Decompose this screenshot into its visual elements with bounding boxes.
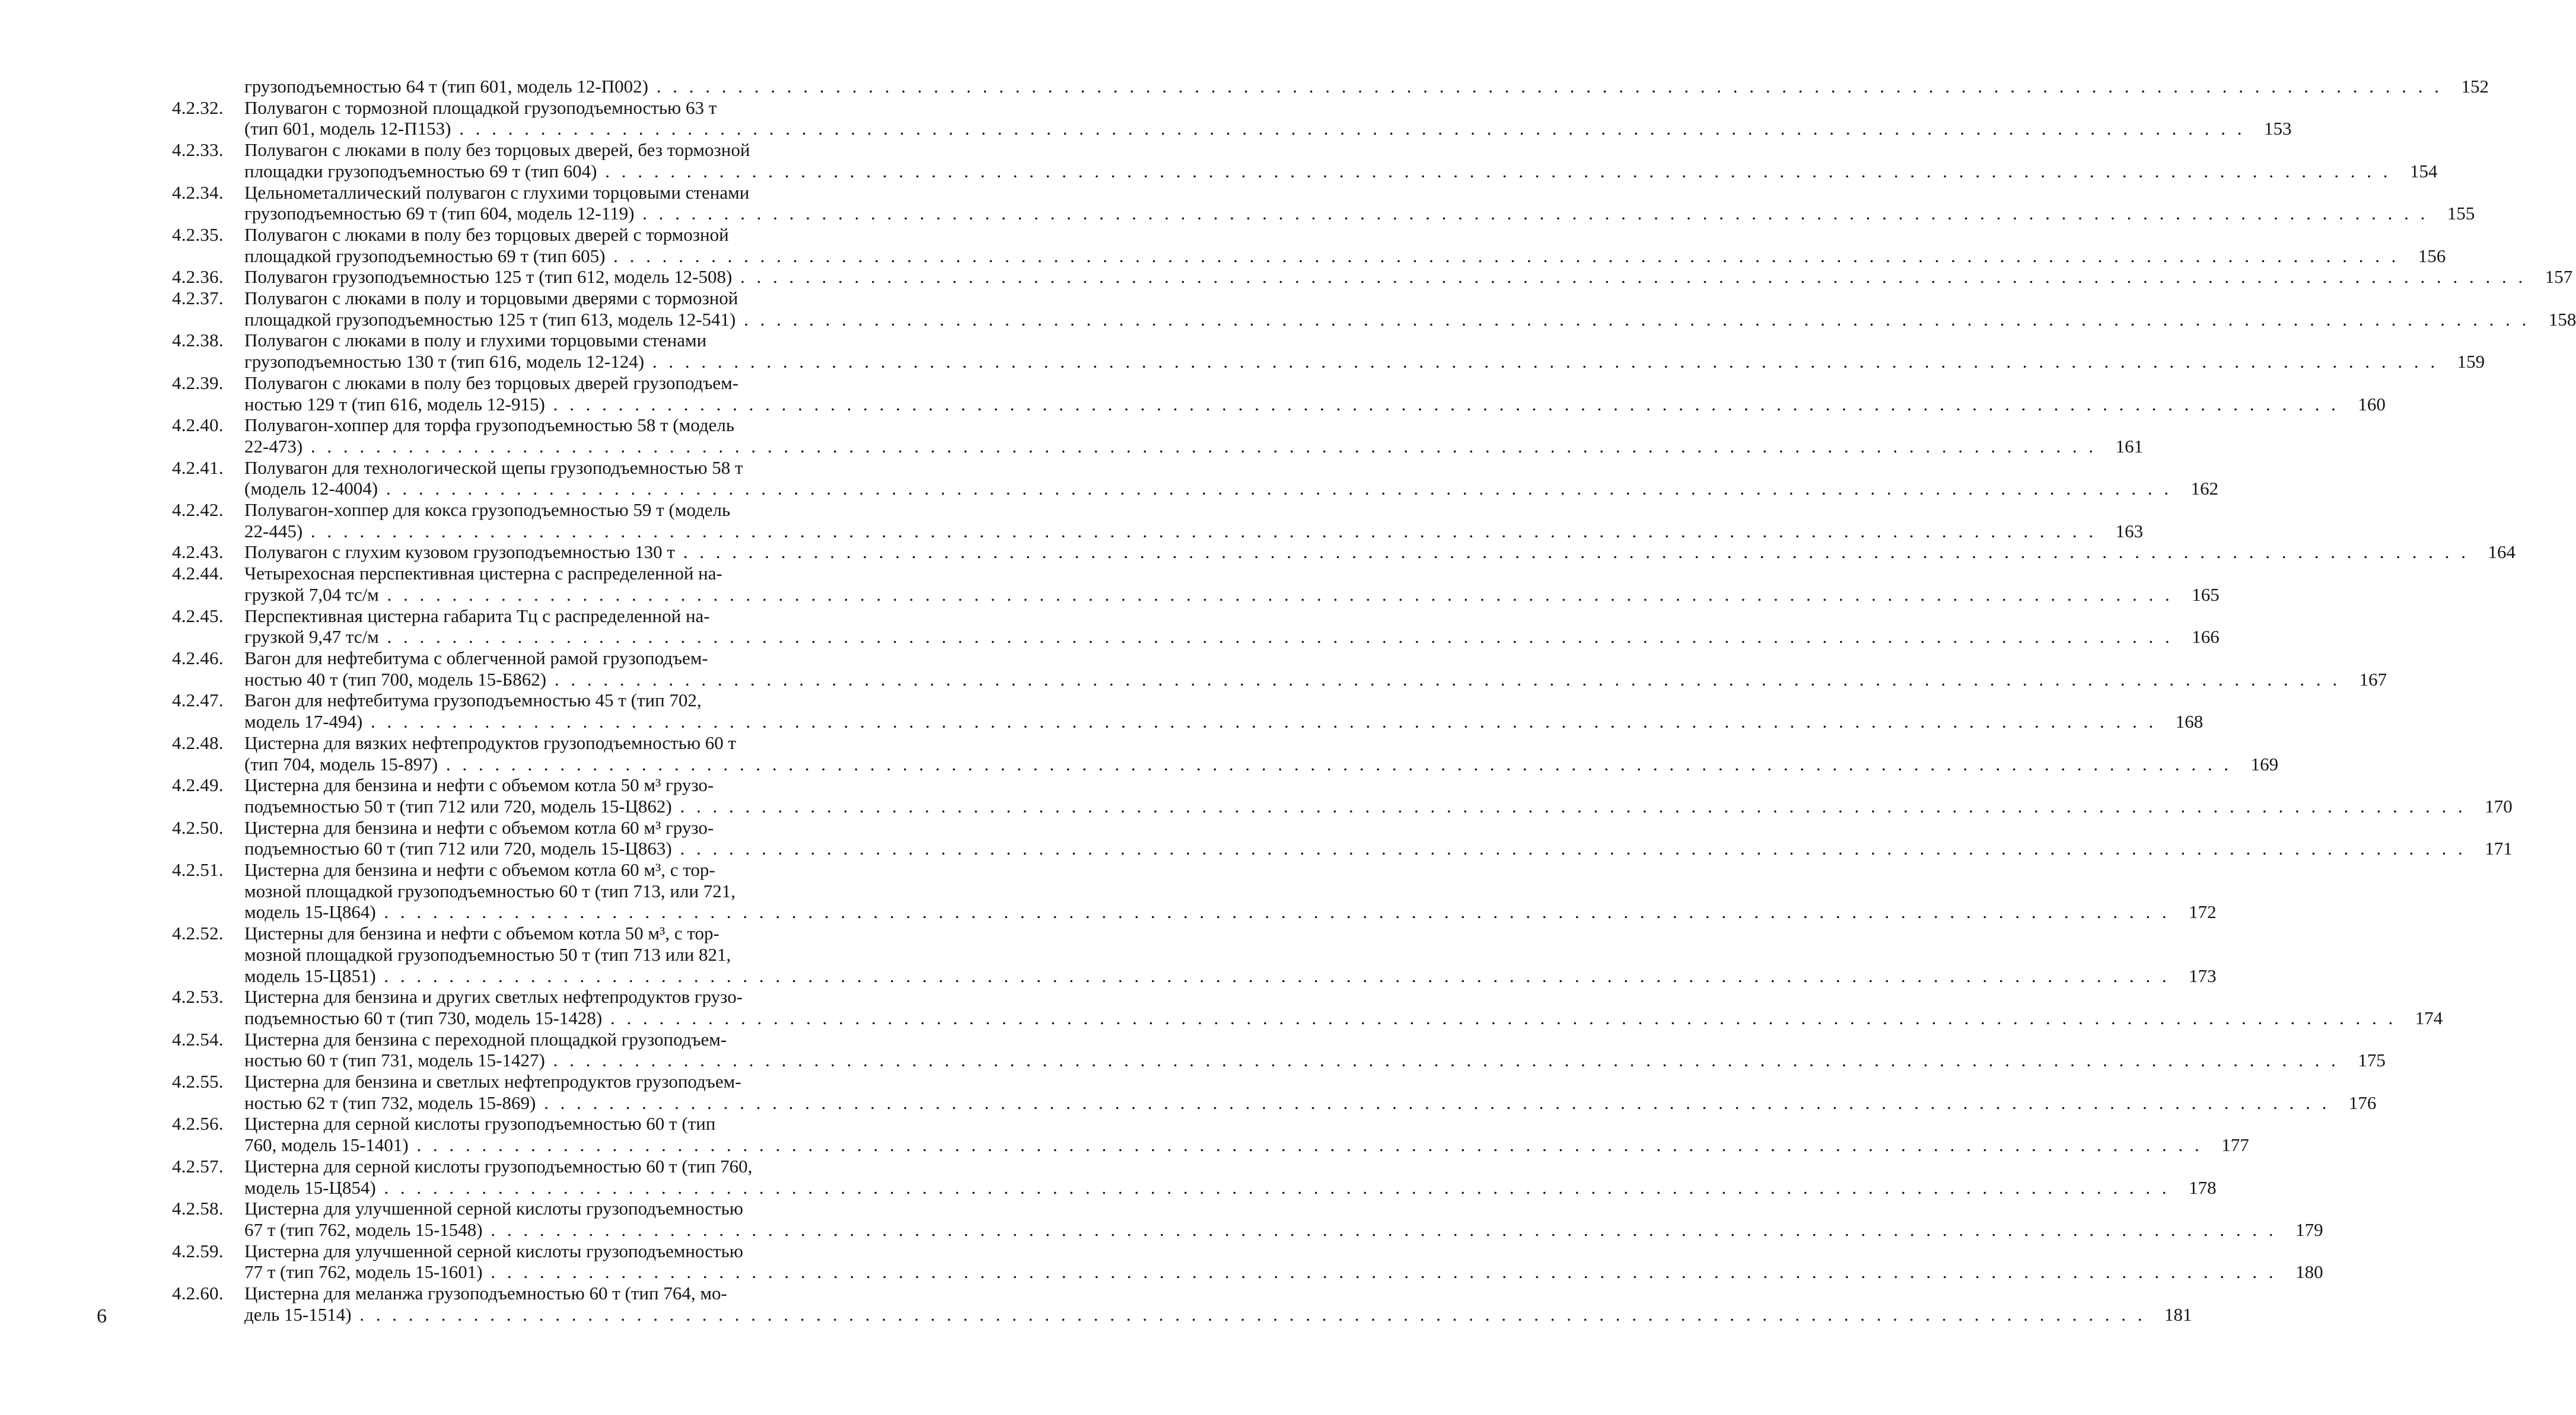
toc-entry[interactable] xyxy=(172,457,2219,499)
toc-entry[interactable] xyxy=(172,224,2446,266)
toc-entry[interactable] xyxy=(172,266,2573,288)
toc-entry-body xyxy=(244,288,2576,330)
toc-entry-number: 4.2.47. xyxy=(172,690,224,711)
toc-entry-number: 4.2.44. xyxy=(172,563,224,584)
toc-entry-page: 154 xyxy=(2410,160,2438,181)
toc-entry-title-line: грузкой 9,47 тс/м . . . xyxy=(244,626,2173,648)
toc-entry-body xyxy=(244,1113,2249,1155)
toc-entry-title-line: Полувагон-хоппер для торфа грузоподъемностью 58 т (модель xyxy=(244,415,734,436)
toc-entry-title xyxy=(244,139,2392,181)
table-of-contents xyxy=(172,76,2576,1325)
toc-entry-body xyxy=(244,266,2572,288)
toc-entry-title xyxy=(244,266,2526,288)
toc-entry-number: 4.2.37. xyxy=(172,288,224,309)
toc-entry-title xyxy=(244,563,2173,605)
toc-entry[interactable] xyxy=(172,76,2489,97)
toc-entry-page: 162 xyxy=(2190,478,2219,499)
toc-entry-page: 178 xyxy=(2189,1177,2217,1198)
toc-entry-page: 175 xyxy=(2358,1050,2386,1071)
toc-entry-number: 4.2.58. xyxy=(172,1198,224,1219)
toc-entry-title xyxy=(244,859,2170,923)
toc-entry-page: 177 xyxy=(2221,1134,2249,1156)
toc-entry-title-line: 22-445) . . . xyxy=(244,521,2097,542)
toc-entry-body xyxy=(244,732,2278,775)
toc-entry[interactable] xyxy=(172,499,2144,541)
toc-entry-title-line: (тип 601, модель 12-П153) . . . xyxy=(244,118,2245,139)
toc-entry-title xyxy=(244,1113,2203,1155)
toc-entry[interactable] xyxy=(172,1028,2386,1071)
toc-entry-number: 4.2.56. xyxy=(172,1113,224,1134)
toc-entry[interactable] xyxy=(172,1071,2377,1113)
toc-entry[interactable] xyxy=(172,1283,2192,1325)
toc-entry-title-line: Вагон для нефтебитума с облегченной рамой грузоподъем- xyxy=(244,647,708,668)
toc-entry-title-line: модель 15-Ц864) . . . xyxy=(244,901,2170,923)
toc-entry-number: 4.2.35. xyxy=(172,224,224,245)
toc-entry[interactable] xyxy=(172,732,2279,775)
toc-entry-body xyxy=(244,182,2475,224)
page-number: 6 xyxy=(97,1305,107,1327)
toc-entry-number: 4.2.55. xyxy=(172,1071,224,1092)
toc-entry-title xyxy=(244,732,2232,775)
toc-entry[interactable] xyxy=(172,1198,2323,1240)
toc-entry-page: 180 xyxy=(2295,1261,2323,1283)
toc-entry-body xyxy=(244,139,2438,181)
toc-entry[interactable] xyxy=(172,97,2292,139)
toc-entry-number: 4.2.34. xyxy=(172,181,224,203)
toc-entry-title xyxy=(244,986,2396,1028)
toc-entry-title-line: Цельнометаллический полувагон с глухими торцовыми стенами xyxy=(244,181,750,203)
toc-entry-title-line: 760, модель 15-1401) . . . xyxy=(244,1134,2203,1156)
toc-entry-title xyxy=(244,541,2469,563)
toc-entry-body xyxy=(244,690,2203,732)
toc-entry-title-line: (модель 12-4004) . . . xyxy=(244,478,2172,499)
toc-entry-title-line: Полувагон с люками в полу без торцовых дверей грузоподъем- xyxy=(244,372,739,393)
toc-entry[interactable] xyxy=(172,1113,2249,1156)
toc-entry-title-line: 77 т (тип 762, модель 15-1601) . . . xyxy=(244,1261,2277,1283)
toc-entry-page: 173 xyxy=(2189,965,2217,986)
toc-entry-title-line: дель 15-1514) . . . xyxy=(244,1304,2146,1325)
toc-entry[interactable] xyxy=(172,923,2217,986)
toc-entry-number: 4.2.53. xyxy=(172,986,224,1008)
toc-entry-number: 4.2.50. xyxy=(172,817,224,838)
toc-entry-page: 171 xyxy=(2485,838,2513,859)
toc-entry-body xyxy=(244,457,2218,499)
toc-entry-body xyxy=(244,224,2446,266)
toc-entry-title xyxy=(244,605,2173,648)
toc-entry-number: 4.2.38. xyxy=(172,330,224,351)
toc-entry-title-line: подъемностью 60 т (тип 712 или 720, модель 15-Ц863) . . . xyxy=(244,838,2466,859)
toc-entry-page: 156 xyxy=(2418,245,2446,266)
toc-entry-page: 176 xyxy=(2348,1092,2377,1113)
toc-entry-page: 153 xyxy=(2263,118,2292,139)
toc-entry-number: 4.2.48. xyxy=(172,732,224,753)
toc-entry-body xyxy=(244,775,2513,817)
toc-entry-title-line: Перспективная цистерна габарита Тц с распределенной на- xyxy=(244,605,710,626)
toc-entry-body xyxy=(244,605,2220,648)
toc-entry-number: 4.2.45. xyxy=(172,605,224,626)
toc-entry-title-line: площадкой грузоподъемностью 125 т (тип 613, модель 12-541) . . . xyxy=(244,309,2530,330)
toc-entry-title xyxy=(244,1156,2170,1198)
toc-entry-title-line: Полувагон с люками в полу и торцовыми дверями с тормозной xyxy=(244,288,738,309)
toc-entry-number: 4.2.36. xyxy=(172,266,224,288)
toc-entry-number: 4.2.42. xyxy=(172,499,224,521)
toc-entry-page: 164 xyxy=(2488,541,2515,563)
toc-entry-title-line: ностью 60 т (тип 731, модель 15-1427) . . . xyxy=(244,1050,2339,1071)
toc-entry-body xyxy=(244,1198,2323,1240)
toc-entry-body xyxy=(244,563,2220,605)
toc-entry-page: 157 xyxy=(2545,266,2573,288)
toc-entry[interactable] xyxy=(172,775,2513,817)
toc-entry-title-line: Полувагон с тормозной площадкой грузоподъемностью 63 т xyxy=(244,97,717,118)
toc-entry[interactable] xyxy=(172,288,2576,330)
toc-entry-title-line: грузоподъемностью 130 т (тип 616, модель 12-124) . . . xyxy=(244,351,2438,372)
toc-entry-title-line: Цистерна для бензина и нефти с объемом котла 50 м³ грузо- xyxy=(244,775,714,796)
toc-entry-number: 4.2.40. xyxy=(172,415,224,436)
toc-entry-title-line: Цистерна для вязких нефтепродуктов грузоподъемностью 60 т xyxy=(244,732,737,753)
toc-entry-title-line: Полувагон-хоппер для кокса грузоподъемностью 59 т (модель xyxy=(244,499,731,521)
toc-entry-title-line: Полувагон с люками в полу без торцовых дверей, без тормозной xyxy=(244,139,750,161)
toc-entry-body xyxy=(244,97,2291,139)
toc-entry-title-line: Цистерна для бензина и светлых нефтепродуктов грузоподъем- xyxy=(244,1071,741,1092)
toc-entry-number: 4.2.32. xyxy=(172,97,224,118)
toc-entry-body xyxy=(244,859,2217,923)
toc-entry-title-line: Цистерна для серной кислоты грузоподъемностью 60 т (тип xyxy=(244,1113,716,1134)
toc-entry-title xyxy=(244,288,2530,330)
toc-entry-title xyxy=(244,1198,2277,1240)
toc-entry-page: 158 xyxy=(2548,308,2576,330)
toc-entry-title xyxy=(244,817,2466,859)
toc-entry[interactable] xyxy=(172,605,2220,648)
toc-entry[interactable] xyxy=(172,139,2438,181)
toc-entry-number: 4.2.59. xyxy=(172,1240,224,1261)
toc-entry-page: 163 xyxy=(2115,520,2144,541)
toc-entry[interactable] xyxy=(172,859,2217,923)
toc-entry-title-line: ностью 40 т (тип 700, модель 15-Б862) . . . xyxy=(244,669,2341,690)
toc-entry-title-line: грузоподъемностью 69 т (тип 604, модель 12-119) . . . xyxy=(244,203,2428,224)
toc-entry-title xyxy=(244,182,2428,224)
toc-entry-title xyxy=(244,457,2172,499)
toc-entry-title-line: Вагон для нефтебитума грузоподъемностью 45 т (тип 702, xyxy=(244,690,702,711)
toc-entry-title xyxy=(244,499,2097,541)
toc-entry-number: 4.2.49. xyxy=(172,775,224,796)
toc-entry[interactable] xyxy=(172,986,2443,1028)
toc-entry-body xyxy=(244,923,2217,986)
toc-entry-page: 155 xyxy=(2447,203,2475,224)
toc-entry-body xyxy=(244,1071,2376,1113)
toc-entry[interactable] xyxy=(172,372,2386,415)
toc-entry-title-line: Цистерна для бензина и других светлых нефтепродуктов грузо- xyxy=(244,986,743,1008)
toc-entry-page: 167 xyxy=(2359,668,2387,690)
toc-entry-number: 4.2.57. xyxy=(172,1155,224,1177)
toc-entry-body xyxy=(244,817,2513,859)
toc-entry-title-line: Полувагон с люками в полу без торцовых дверей с тормозной xyxy=(244,224,729,245)
toc-entry-title xyxy=(244,690,2157,732)
toc-entry[interactable] xyxy=(172,181,2475,224)
toc-entry[interactable] xyxy=(172,647,2387,690)
toc-entry-title-line: Цистерна для бензина и нефти с объемом котла 60 м³ грузо- xyxy=(244,817,714,838)
toc-entry-title xyxy=(244,415,2097,457)
toc-entry-page: 168 xyxy=(2175,711,2204,732)
toc-entry-title xyxy=(244,76,2443,97)
toc-entry-title xyxy=(244,1241,2277,1283)
toc-entry-title-line: Цистерна для улучшенной серной кислоты грузоподъемностью xyxy=(244,1198,743,1219)
toc-entry-title-line: грузоподъемностью 64 т (тип 601, модель 12-П002) . . . xyxy=(244,76,2443,97)
toc-entry[interactable] xyxy=(172,1155,2217,1198)
toc-entry-page: 174 xyxy=(2415,1007,2443,1028)
toc-entry-title-line: мозной площадкой грузоподъемностью 50 т (тип 713 или 821, xyxy=(244,944,731,965)
toc-entry-body xyxy=(244,1283,2192,1325)
toc-entry-body xyxy=(244,986,2443,1028)
toc-entry-number: 4.2.39. xyxy=(172,372,224,393)
toc-entry-title xyxy=(244,648,2341,690)
toc-entry-body xyxy=(244,648,2387,690)
toc-entry-number: 4.2.46. xyxy=(172,647,224,668)
toc-entry-title-line: подъемностью 50 т (тип 712 или 720, модель 15-Ц862) . . . xyxy=(244,796,2466,817)
toc-entry-body xyxy=(244,415,2143,457)
toc-entry-title-line: модель 15-Ц854) . . . xyxy=(244,1177,2170,1199)
toc-entry-title xyxy=(244,775,2466,817)
toc-entry-page: 165 xyxy=(2192,584,2220,605)
toc-entry-title-line: грузкой 7,04 тс/м . . . xyxy=(244,584,2173,605)
toc-entry-title xyxy=(244,224,2399,266)
toc-entry-number: 4.2.54. xyxy=(172,1028,224,1050)
toc-entry-title xyxy=(244,1071,2330,1113)
toc-entry-title-line: Полувагон с глухим кузовом грузоподъемностью 130 т . . . xyxy=(244,541,2469,563)
toc-entry-title-line: площадкой грузоподъемностью 69 т (тип 605) . . . xyxy=(244,246,2399,267)
toc-entry-title-line: 67 т (тип 762, модель 15-1548) . . . xyxy=(244,1219,2277,1241)
toc-entry-number: 4.2.52. xyxy=(172,923,224,944)
toc-entry-title-line: мозной площадкой грузоподъемностью 60 т (тип 713, или 721, xyxy=(244,880,736,901)
toc-entry-title-line: модель 15-Ц851) . . . xyxy=(244,965,2170,987)
toc-entry-title-line: 22-473) . . . xyxy=(244,436,2097,457)
toc-entry-page: 181 xyxy=(2164,1304,2192,1325)
toc-entry-title-line: ностью 62 т (тип 732, модель 15-869) . . . xyxy=(244,1092,2330,1114)
toc-entry-body xyxy=(244,76,2489,97)
toc-entry-body xyxy=(244,1029,2386,1071)
toc-entry[interactable] xyxy=(172,415,2144,457)
toc-entry-title-line: подъемностью 60 т (тип 730, модель 15-1428) . . . xyxy=(244,1008,2396,1029)
toc-entry-number: 4.2.41. xyxy=(172,457,224,478)
toc-entry-body xyxy=(244,1156,2217,1198)
toc-entry-title xyxy=(244,97,2245,139)
toc-entry-page: 179 xyxy=(2295,1219,2323,1240)
toc-entry-title xyxy=(244,372,2339,415)
toc-entry[interactable] xyxy=(172,330,2485,372)
toc-entry-number: 4.2.60. xyxy=(172,1283,224,1304)
toc-entry-number: 4.2.43. xyxy=(172,541,224,563)
toc-entry[interactable] xyxy=(172,1240,2323,1283)
toc-entry-number: 4.2.51. xyxy=(172,859,224,881)
toc-entry-title-line: Цистерна для бензина и нефти с объемом котла 60 м³, с тор- xyxy=(244,859,715,881)
toc-entry-title-line: модель 17-494) . . . xyxy=(244,711,2157,732)
toc-entry-title-line: Четырехосная перспективная цистерна с распределенной на- xyxy=(244,563,722,584)
toc-entry-page: 166 xyxy=(2192,626,2220,648)
toc-entry[interactable] xyxy=(172,541,2515,563)
toc-entry-body xyxy=(244,372,2386,415)
toc-entry-title-line: (тип 704, модель 15-897) . . . xyxy=(244,754,2232,775)
toc-entry-title-line: Цистерны для бензина и нефти с объемом котла 50 м³, с тор- xyxy=(244,923,719,944)
toc-entry-page: 172 xyxy=(2189,901,2217,923)
toc-entry-title-line: Полувагон грузоподъемностью 125 т (тип 612, модель 12-508) . . . xyxy=(244,266,2526,288)
toc-entry-title-line: Цистерна для бензина с переходной площадкой грузоподъем- xyxy=(244,1028,727,1050)
toc-entry-title xyxy=(244,1029,2339,1071)
toc-entry-title-line: Цистерна для серной кислоты грузоподъемностью 60 т (тип 760, xyxy=(244,1155,753,1177)
toc-entry-title xyxy=(244,1283,2146,1325)
toc-entry-body xyxy=(244,541,2515,563)
toc-entry-page: 169 xyxy=(2250,753,2279,775)
toc-entry-page: 152 xyxy=(2461,76,2489,97)
toc-entry-page: 160 xyxy=(2358,393,2386,415)
toc-entry-page: 159 xyxy=(2457,351,2485,372)
toc-entry-title-line: Цистерна для улучшенной серной кислоты грузоподъемностью xyxy=(244,1240,743,1261)
toc-entry-body xyxy=(244,499,2143,541)
toc-entry[interactable] xyxy=(172,690,2204,732)
toc-entry-number: 4.2.33. xyxy=(172,139,224,161)
toc-entry-page: 161 xyxy=(2115,435,2144,457)
toc-entry[interactable] xyxy=(172,817,2513,859)
toc-entry-title xyxy=(244,330,2438,372)
toc-entry-title-line: Полувагон для технологической щепы грузоподъемностью 58 т xyxy=(244,457,743,478)
toc-entry-title-line: Полувагон с люками в полу и глухими торцовыми стенами xyxy=(244,330,707,351)
toc-entry[interactable] xyxy=(172,563,2220,605)
toc-entry-page: 170 xyxy=(2485,795,2513,817)
toc-entry-body xyxy=(244,330,2485,372)
toc-entry-title-line: ностью 129 т (тип 616, модель 12-915) . . . xyxy=(244,394,2339,415)
toc-entry-body xyxy=(244,1241,2323,1283)
toc-entry-title-line: площадки грузоподъемностью 69 т (тип 604) . . . xyxy=(244,161,2392,182)
toc-entry-title-line: Цистерна для меланжа грузоподъемностью 60 т (тип 764, мо- xyxy=(244,1283,727,1304)
toc-entry-title xyxy=(244,923,2170,986)
